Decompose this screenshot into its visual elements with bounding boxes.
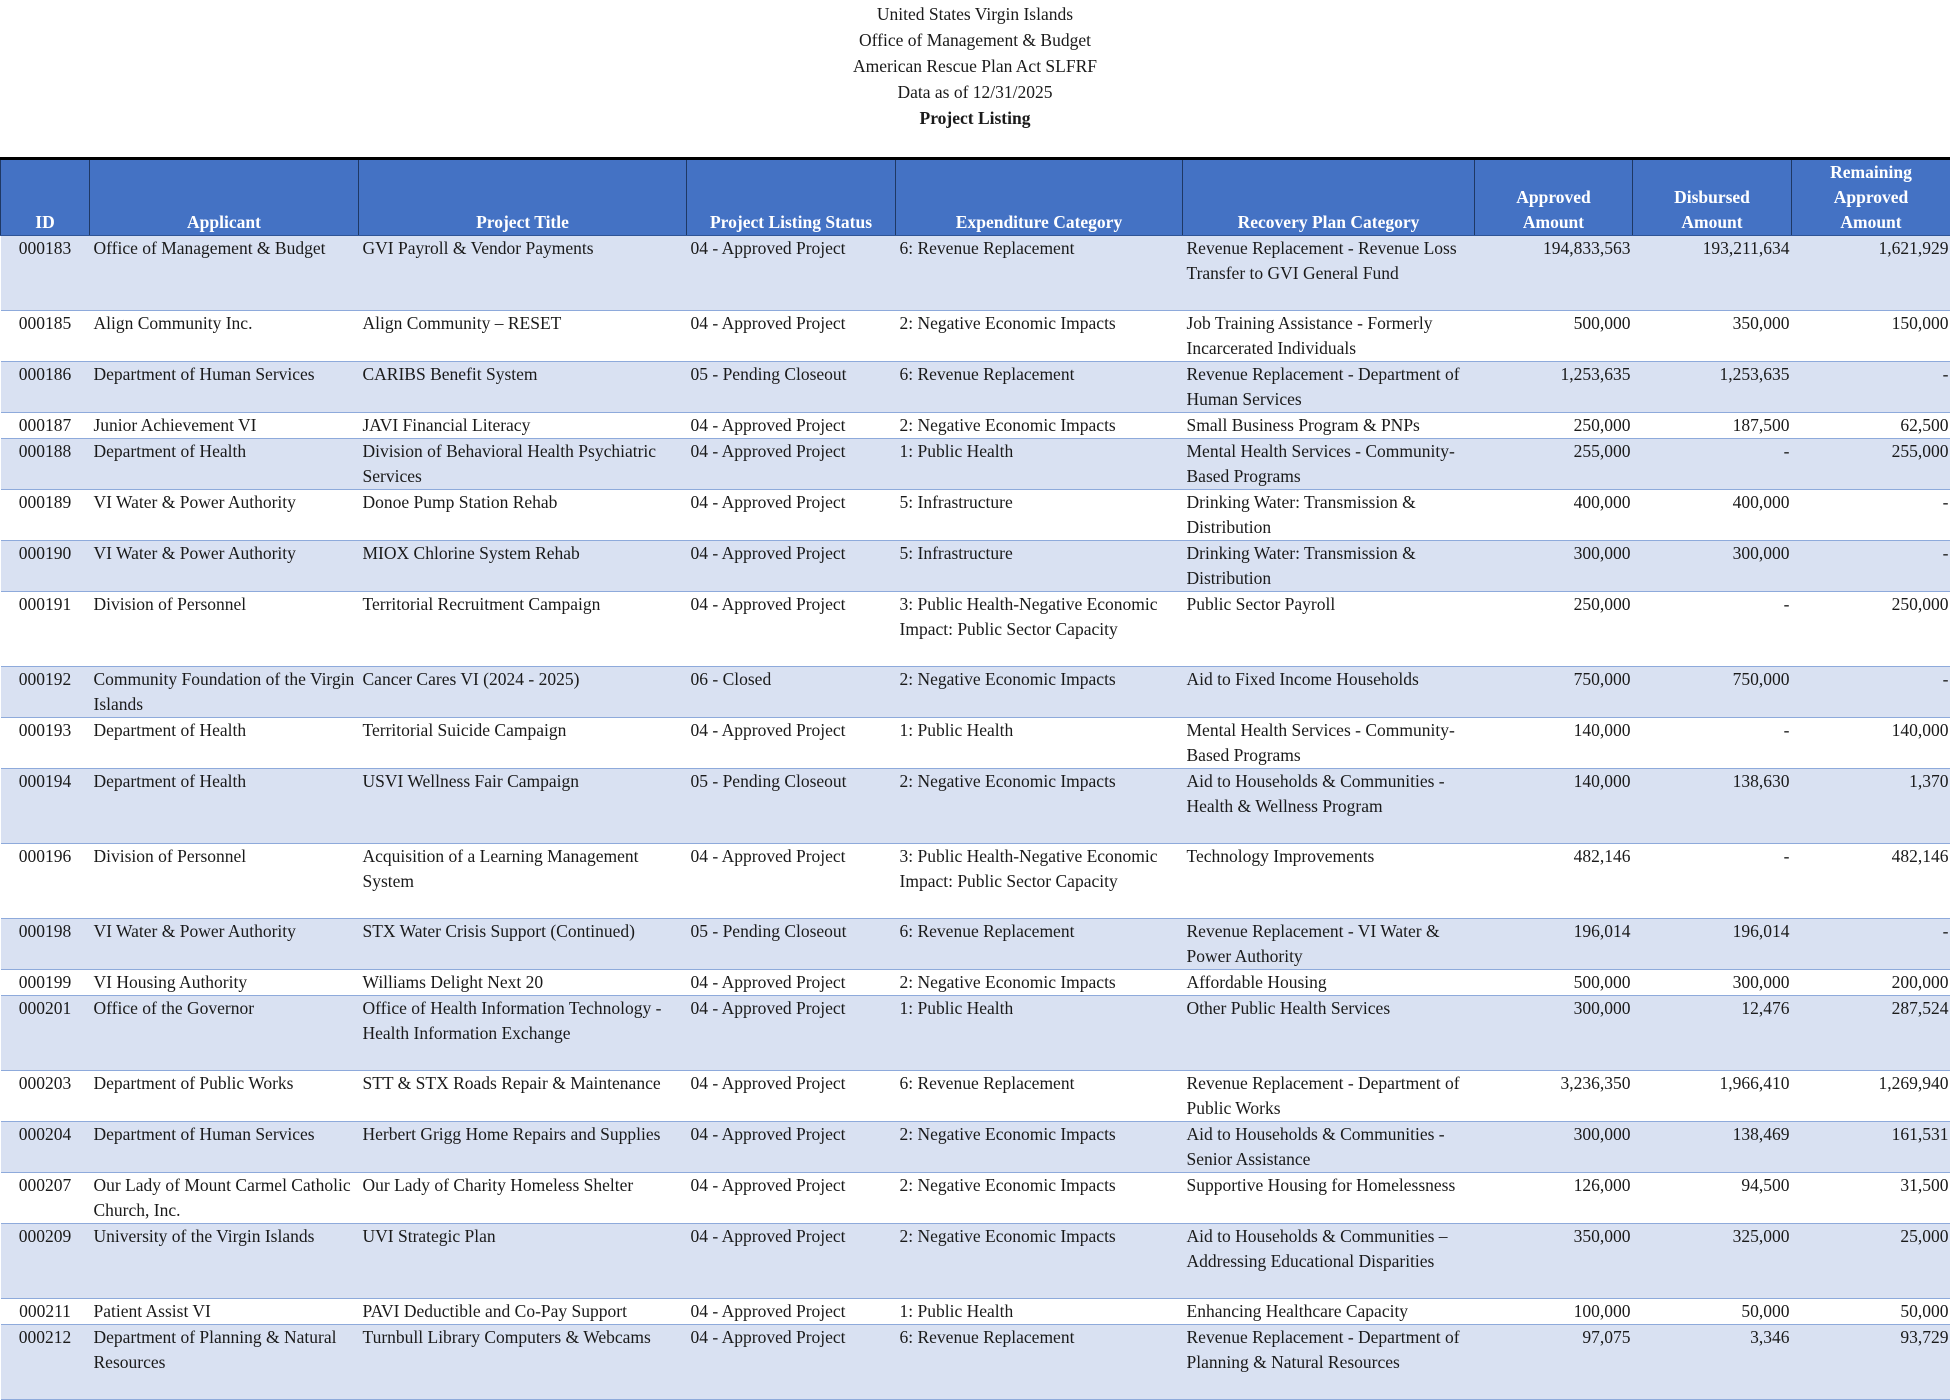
cell-recovery-plan-category: Public Sector Payroll: [1183, 592, 1475, 667]
cell-applicant: Patient Assist VI: [90, 1299, 359, 1325]
cell-disbursed-amount: 193,211,634: [1633, 236, 1792, 311]
cell-recovery-plan-category: Job Training Assistance - Formerly Incarcerated Individuals: [1183, 311, 1475, 362]
cell-approved-amount: 400,000: [1475, 490, 1633, 541]
cell-remaining-amount: -: [1792, 541, 1950, 592]
cell-id: 000194: [1, 769, 90, 844]
cell-applicant: Community Foundation of the Virgin Islands: [90, 667, 359, 718]
cell-status: 04 - Approved Project: [687, 1325, 896, 1400]
cell-status: 04 - Approved Project: [687, 844, 896, 919]
table-row[interactable]: [1, 439, 1950, 490]
cell-id: 000193: [1, 718, 90, 769]
cell-status: 05 - Pending Closeout: [687, 919, 896, 970]
cell-disbursed-amount: -: [1633, 844, 1792, 919]
cell-recovery-plan-category: Revenue Replacement - Department of Planning & Natural Resources: [1183, 1325, 1475, 1400]
cell-status: 05 - Pending Closeout: [687, 769, 896, 844]
cell-recovery-plan-category: Mental Health Services - Community-Based Programs: [1183, 439, 1475, 490]
cell-id: 000191: [1, 592, 90, 667]
column-header-approved-amount[interactable]: Approved Amount: [1475, 159, 1633, 236]
cell-status: 04 - Approved Project: [687, 718, 896, 769]
project-listing-table: [0, 157, 1950, 1400]
cell-approved-amount: 140,000: [1475, 769, 1633, 844]
cell-applicant: VI Water & Power Authority: [90, 541, 359, 592]
column-header-remaining-amount[interactable]: Remaining Approved Amount: [1792, 159, 1950, 236]
cell-disbursed-amount: -: [1633, 439, 1792, 490]
cell-recovery-plan-category: Revenue Replacement - Department of Public Works: [1183, 1071, 1475, 1122]
cell-project-title: PAVI Deductible and Co-Pay Support: [359, 1299, 687, 1325]
cell-applicant: Department of Planning & Natural Resources: [90, 1325, 359, 1400]
cell-remaining-amount: -: [1792, 667, 1950, 718]
cell-remaining-amount: 1,370: [1792, 769, 1950, 844]
cell-disbursed-amount: 400,000: [1633, 490, 1792, 541]
cell-recovery-plan-category: Aid to Households & Communities – Addressing Educational Disparities: [1183, 1224, 1475, 1299]
cell-status: 04 - Approved Project: [687, 1224, 896, 1299]
cell-remaining-amount: -: [1792, 362, 1950, 413]
cell-project-title: USVI Wellness Fair Campaign: [359, 769, 687, 844]
cell-remaining-amount: 25,000: [1792, 1224, 1950, 1299]
cell-recovery-plan-category: Other Public Health Services: [1183, 996, 1475, 1071]
cell-expenditure-category: 2: Negative Economic Impacts: [896, 1173, 1183, 1224]
cell-status: 06 - Closed: [687, 667, 896, 718]
cell-id: 000201: [1, 996, 90, 1071]
cell-disbursed-amount: 138,469: [1633, 1122, 1792, 1173]
cell-id: 000189: [1, 490, 90, 541]
cell-project-title: Office of Health Information Technology - Health Information Exchange: [359, 996, 687, 1071]
cell-id: 000209: [1, 1224, 90, 1299]
cell-approved-amount: 140,000: [1475, 718, 1633, 769]
cell-id: 000207: [1, 1173, 90, 1224]
cell-remaining-amount: 161,531: [1792, 1122, 1950, 1173]
table-row[interactable]: [1, 970, 1950, 996]
cell-id: 000188: [1, 439, 90, 490]
cell-applicant: Align Community Inc.: [90, 311, 359, 362]
cell-recovery-plan-category: Supportive Housing for Homelessness: [1183, 1173, 1475, 1224]
cell-recovery-plan-category: Aid to Fixed Income Households: [1183, 667, 1475, 718]
cell-expenditure-category: 5: Infrastructure: [896, 490, 1183, 541]
table-row[interactable]: [1, 844, 1950, 919]
cell-project-title: Align Community – RESET: [359, 311, 687, 362]
cell-expenditure-category: 2: Negative Economic Impacts: [896, 769, 1183, 844]
cell-status: 04 - Approved Project: [687, 413, 896, 439]
cell-project-title: Our Lady of Charity Homeless Shelter: [359, 1173, 687, 1224]
cell-applicant: Junior Achievement VI: [90, 413, 359, 439]
cell-expenditure-category: 6: Revenue Replacement: [896, 236, 1183, 311]
table-row[interactable]: [1, 236, 1950, 311]
cell-disbursed-amount: 3,346: [1633, 1325, 1792, 1400]
cell-project-title: Territorial Suicide Campaign: [359, 718, 687, 769]
cell-status: 04 - Approved Project: [687, 970, 896, 996]
table-row[interactable]: [1, 362, 1950, 413]
cell-applicant: Department of Health: [90, 718, 359, 769]
cell-applicant: VI Housing Authority: [90, 970, 359, 996]
cell-disbursed-amount: 94,500: [1633, 1173, 1792, 1224]
cell-applicant: Office of Management & Budget: [90, 236, 359, 311]
report-header-office: Office of Management & Budget: [0, 27, 1950, 53]
cell-disbursed-amount: -: [1633, 718, 1792, 769]
cell-expenditure-category: 6: Revenue Replacement: [896, 1071, 1183, 1122]
cell-status: 04 - Approved Project: [687, 1071, 896, 1122]
cell-recovery-plan-category: Revenue Replacement - Revenue Loss Transfer to GVI General Fund: [1183, 236, 1475, 311]
cell-project-title: CARIBS Benefit System: [359, 362, 687, 413]
report-header-jurisdiction: United States Virgin Islands: [0, 1, 1950, 27]
cell-disbursed-amount: 325,000: [1633, 1224, 1792, 1299]
cell-approved-amount: 250,000: [1475, 413, 1633, 439]
cell-remaining-amount: 250,000: [1792, 592, 1950, 667]
table-row[interactable]: [1, 718, 1950, 769]
column-header-id[interactable]: ID: [1, 159, 90, 236]
report-header-program: American Rescue Plan Act SLFRF: [0, 53, 1950, 79]
cell-disbursed-amount: 138,630: [1633, 769, 1792, 844]
cell-project-title: Cancer Cares VI (2024 - 2025): [359, 667, 687, 718]
report-title: Project Listing: [0, 105, 1950, 131]
cell-status: 04 - Approved Project: [687, 541, 896, 592]
cell-project-title: STX Water Crisis Support (Continued): [359, 919, 687, 970]
cell-status: 04 - Approved Project: [687, 490, 896, 541]
cell-status: 04 - Approved Project: [687, 592, 896, 667]
cell-recovery-plan-category: Drinking Water: Transmission & Distribution: [1183, 541, 1475, 592]
cell-recovery-plan-category: Revenue Replacement - Department of Human Services: [1183, 362, 1475, 413]
cell-disbursed-amount: 750,000: [1633, 667, 1792, 718]
cell-recovery-plan-category: Affordable Housing: [1183, 970, 1475, 996]
cell-approved-amount: 255,000: [1475, 439, 1633, 490]
cell-applicant: University of the Virgin Islands: [90, 1224, 359, 1299]
cell-applicant: Office of the Governor: [90, 996, 359, 1071]
cell-project-title: Division of Behavioral Health Psychiatric Services: [359, 439, 687, 490]
cell-project-title: GVI Payroll & Vendor Payments: [359, 236, 687, 311]
cell-expenditure-category: 3: Public Health-Negative Economic Impact: Public Sector Capacity: [896, 592, 1183, 667]
column-header-expenditure-category[interactable]: Expenditure Category: [896, 159, 1183, 236]
cell-approved-amount: 194,833,563: [1475, 236, 1633, 311]
cell-remaining-amount: 140,000: [1792, 718, 1950, 769]
cell-expenditure-category: 6: Revenue Replacement: [896, 1325, 1183, 1400]
cell-applicant: Division of Personnel: [90, 844, 359, 919]
cell-recovery-plan-category: Revenue Replacement - VI Water & Power Authority: [1183, 919, 1475, 970]
report-header: [0, 0, 1950, 131]
cell-approved-amount: 300,000: [1475, 541, 1633, 592]
cell-id: 000196: [1, 844, 90, 919]
column-header-project-title[interactable]: Project Title: [359, 159, 687, 236]
cell-remaining-amount: 62,500: [1792, 413, 1950, 439]
cell-expenditure-category: 1: Public Health: [896, 996, 1183, 1071]
cell-remaining-amount: 200,000: [1792, 970, 1950, 996]
cell-expenditure-category: 6: Revenue Replacement: [896, 919, 1183, 970]
cell-applicant: VI Water & Power Authority: [90, 919, 359, 970]
table-row[interactable]: [1, 413, 1950, 439]
table-row[interactable]: [1, 919, 1950, 970]
cell-disbursed-amount: 50,000: [1633, 1299, 1792, 1325]
table-body: [1, 236, 1950, 1400]
cell-disbursed-amount: 1,966,410: [1633, 1071, 1792, 1122]
cell-status: 04 - Approved Project: [687, 439, 896, 490]
cell-remaining-amount: 150,000: [1792, 311, 1950, 362]
report-header-data-date: Data as of 12/31/2025: [0, 79, 1950, 105]
cell-applicant: Department of Human Services: [90, 362, 359, 413]
cell-approved-amount: 750,000: [1475, 667, 1633, 718]
cell-remaining-amount: 93,729: [1792, 1325, 1950, 1400]
cell-status: 04 - Approved Project: [687, 311, 896, 362]
cell-id: 000203: [1, 1071, 90, 1122]
table-row[interactable]: [1, 1122, 1950, 1173]
cell-remaining-amount: 50,000: [1792, 1299, 1950, 1325]
table-row[interactable]: [1, 541, 1950, 592]
cell-id: 000199: [1, 970, 90, 996]
cell-disbursed-amount: 300,000: [1633, 970, 1792, 996]
cell-project-title: Territorial Recruitment Campaign: [359, 592, 687, 667]
cell-expenditure-category: 6: Revenue Replacement: [896, 362, 1183, 413]
table-row[interactable]: [1, 1299, 1950, 1325]
cell-status: 04 - Approved Project: [687, 996, 896, 1071]
cell-approved-amount: 1,253,635: [1475, 362, 1633, 413]
cell-status: 05 - Pending Closeout: [687, 362, 896, 413]
cell-expenditure-category: 2: Negative Economic Impacts: [896, 1122, 1183, 1173]
table-row[interactable]: [1, 769, 1950, 844]
cell-approved-amount: 482,146: [1475, 844, 1633, 919]
cell-remaining-amount: 1,269,940: [1792, 1071, 1950, 1122]
cell-expenditure-category: 2: Negative Economic Impacts: [896, 1224, 1183, 1299]
cell-status: 04 - Approved Project: [687, 1122, 896, 1173]
cell-disbursed-amount: 196,014: [1633, 919, 1792, 970]
cell-approved-amount: 196,014: [1475, 919, 1633, 970]
cell-disbursed-amount: -: [1633, 592, 1792, 667]
cell-remaining-amount: 287,524: [1792, 996, 1950, 1071]
cell-id: 000198: [1, 919, 90, 970]
cell-project-title: Turnbull Library Computers & Webcams: [359, 1325, 687, 1400]
cell-recovery-plan-category: Enhancing Healthcare Capacity: [1183, 1299, 1475, 1325]
cell-recovery-plan-category: Drinking Water: Transmission & Distribution: [1183, 490, 1475, 541]
cell-id: 000211: [1, 1299, 90, 1325]
cell-approved-amount: 126,000: [1475, 1173, 1633, 1224]
column-header-recovery-plan-category[interactable]: Recovery Plan Category: [1183, 159, 1475, 236]
cell-approved-amount: 100,000: [1475, 1299, 1633, 1325]
cell-project-title: UVI Strategic Plan: [359, 1224, 687, 1299]
cell-project-title: Williams Delight Next 20: [359, 970, 687, 996]
cell-id: 000204: [1, 1122, 90, 1173]
table-row[interactable]: [1, 592, 1950, 667]
table-row[interactable]: [1, 1224, 1950, 1299]
cell-approved-amount: 97,075: [1475, 1325, 1633, 1400]
cell-expenditure-category: 5: Infrastructure: [896, 541, 1183, 592]
cell-remaining-amount: 31,500: [1792, 1173, 1950, 1224]
cell-expenditure-category: 1: Public Health: [896, 439, 1183, 490]
cell-remaining-amount: -: [1792, 490, 1950, 541]
cell-expenditure-category: 2: Negative Economic Impacts: [896, 667, 1183, 718]
cell-approved-amount: 500,000: [1475, 970, 1633, 996]
cell-applicant: Department of Human Services: [90, 1122, 359, 1173]
table-header-row: [1, 159, 1950, 236]
cell-recovery-plan-category: Technology Improvements: [1183, 844, 1475, 919]
cell-id: 000212: [1, 1325, 90, 1400]
cell-status: 04 - Approved Project: [687, 1299, 896, 1325]
cell-expenditure-category: 2: Negative Economic Impacts: [896, 970, 1183, 996]
table-row[interactable]: [1, 996, 1950, 1071]
cell-id: 000186: [1, 362, 90, 413]
cell-expenditure-category: 2: Negative Economic Impacts: [896, 311, 1183, 362]
cell-id: 000185: [1, 311, 90, 362]
cell-applicant: Department of Health: [90, 439, 359, 490]
cell-expenditure-category: 3: Public Health-Negative Economic Impact: Public Sector Capacity: [896, 844, 1183, 919]
column-header-disbursed-amount[interactable]: Disbursed Amount: [1633, 159, 1792, 236]
cell-project-title: MIOX Chlorine System Rehab: [359, 541, 687, 592]
cell-project-title: JAVI Financial Literacy: [359, 413, 687, 439]
cell-applicant: VI Water & Power Authority: [90, 490, 359, 541]
cell-recovery-plan-category: Mental Health Services - Community-Based Programs: [1183, 718, 1475, 769]
table-row[interactable]: [1, 311, 1950, 362]
column-header-applicant[interactable]: Applicant: [90, 159, 359, 236]
cell-project-title: Donoe Pump Station Rehab: [359, 490, 687, 541]
cell-approved-amount: 3,236,350: [1475, 1071, 1633, 1122]
cell-status: 04 - Approved Project: [687, 1173, 896, 1224]
cell-id: 000183: [1, 236, 90, 311]
cell-disbursed-amount: 12,476: [1633, 996, 1792, 1071]
cell-approved-amount: 250,000: [1475, 592, 1633, 667]
table-row[interactable]: [1, 1325, 1950, 1400]
table-row[interactable]: [1, 1071, 1950, 1122]
cell-recovery-plan-category: Aid to Households & Communities - Senior Assistance: [1183, 1122, 1475, 1173]
cell-remaining-amount: -: [1792, 919, 1950, 970]
cell-project-title: Acquisition of a Learning Management System: [359, 844, 687, 919]
cell-remaining-amount: 1,621,929: [1792, 236, 1950, 311]
cell-disbursed-amount: 350,000: [1633, 311, 1792, 362]
table-row[interactable]: [1, 667, 1950, 718]
cell-disbursed-amount: 1,253,635: [1633, 362, 1792, 413]
cell-id: 000187: [1, 413, 90, 439]
cell-status: 04 - Approved Project: [687, 236, 896, 311]
cell-expenditure-category: 1: Public Health: [896, 718, 1183, 769]
cell-approved-amount: 300,000: [1475, 1122, 1633, 1173]
cell-applicant: Department of Health: [90, 769, 359, 844]
table-row[interactable]: [1, 490, 1950, 541]
cell-expenditure-category: 2: Negative Economic Impacts: [896, 413, 1183, 439]
cell-applicant: Our Lady of Mount Carmel Catholic Church, Inc.: [90, 1173, 359, 1224]
cell-applicant: Department of Public Works: [90, 1071, 359, 1122]
cell-expenditure-category: 1: Public Health: [896, 1299, 1183, 1325]
table-row[interactable]: [1, 1173, 1950, 1224]
cell-approved-amount: 350,000: [1475, 1224, 1633, 1299]
cell-applicant: Division of Personnel: [90, 592, 359, 667]
cell-remaining-amount: 482,146: [1792, 844, 1950, 919]
cell-remaining-amount: 255,000: [1792, 439, 1950, 490]
cell-disbursed-amount: 300,000: [1633, 541, 1792, 592]
cell-recovery-plan-category: Small Business Program & PNPs: [1183, 413, 1475, 439]
cell-id: 000192: [1, 667, 90, 718]
cell-recovery-plan-category: Aid to Households & Communities - Health & Wellness Program: [1183, 769, 1475, 844]
column-header-status[interactable]: Project Listing Status: [687, 159, 896, 236]
cell-project-title: STT & STX Roads Repair & Maintenance: [359, 1071, 687, 1122]
cell-approved-amount: 300,000: [1475, 996, 1633, 1071]
cell-project-title: Herbert Grigg Home Repairs and Supplies: [359, 1122, 687, 1173]
cell-approved-amount: 500,000: [1475, 311, 1633, 362]
cell-disbursed-amount: 187,500: [1633, 413, 1792, 439]
cell-id: 000190: [1, 541, 90, 592]
